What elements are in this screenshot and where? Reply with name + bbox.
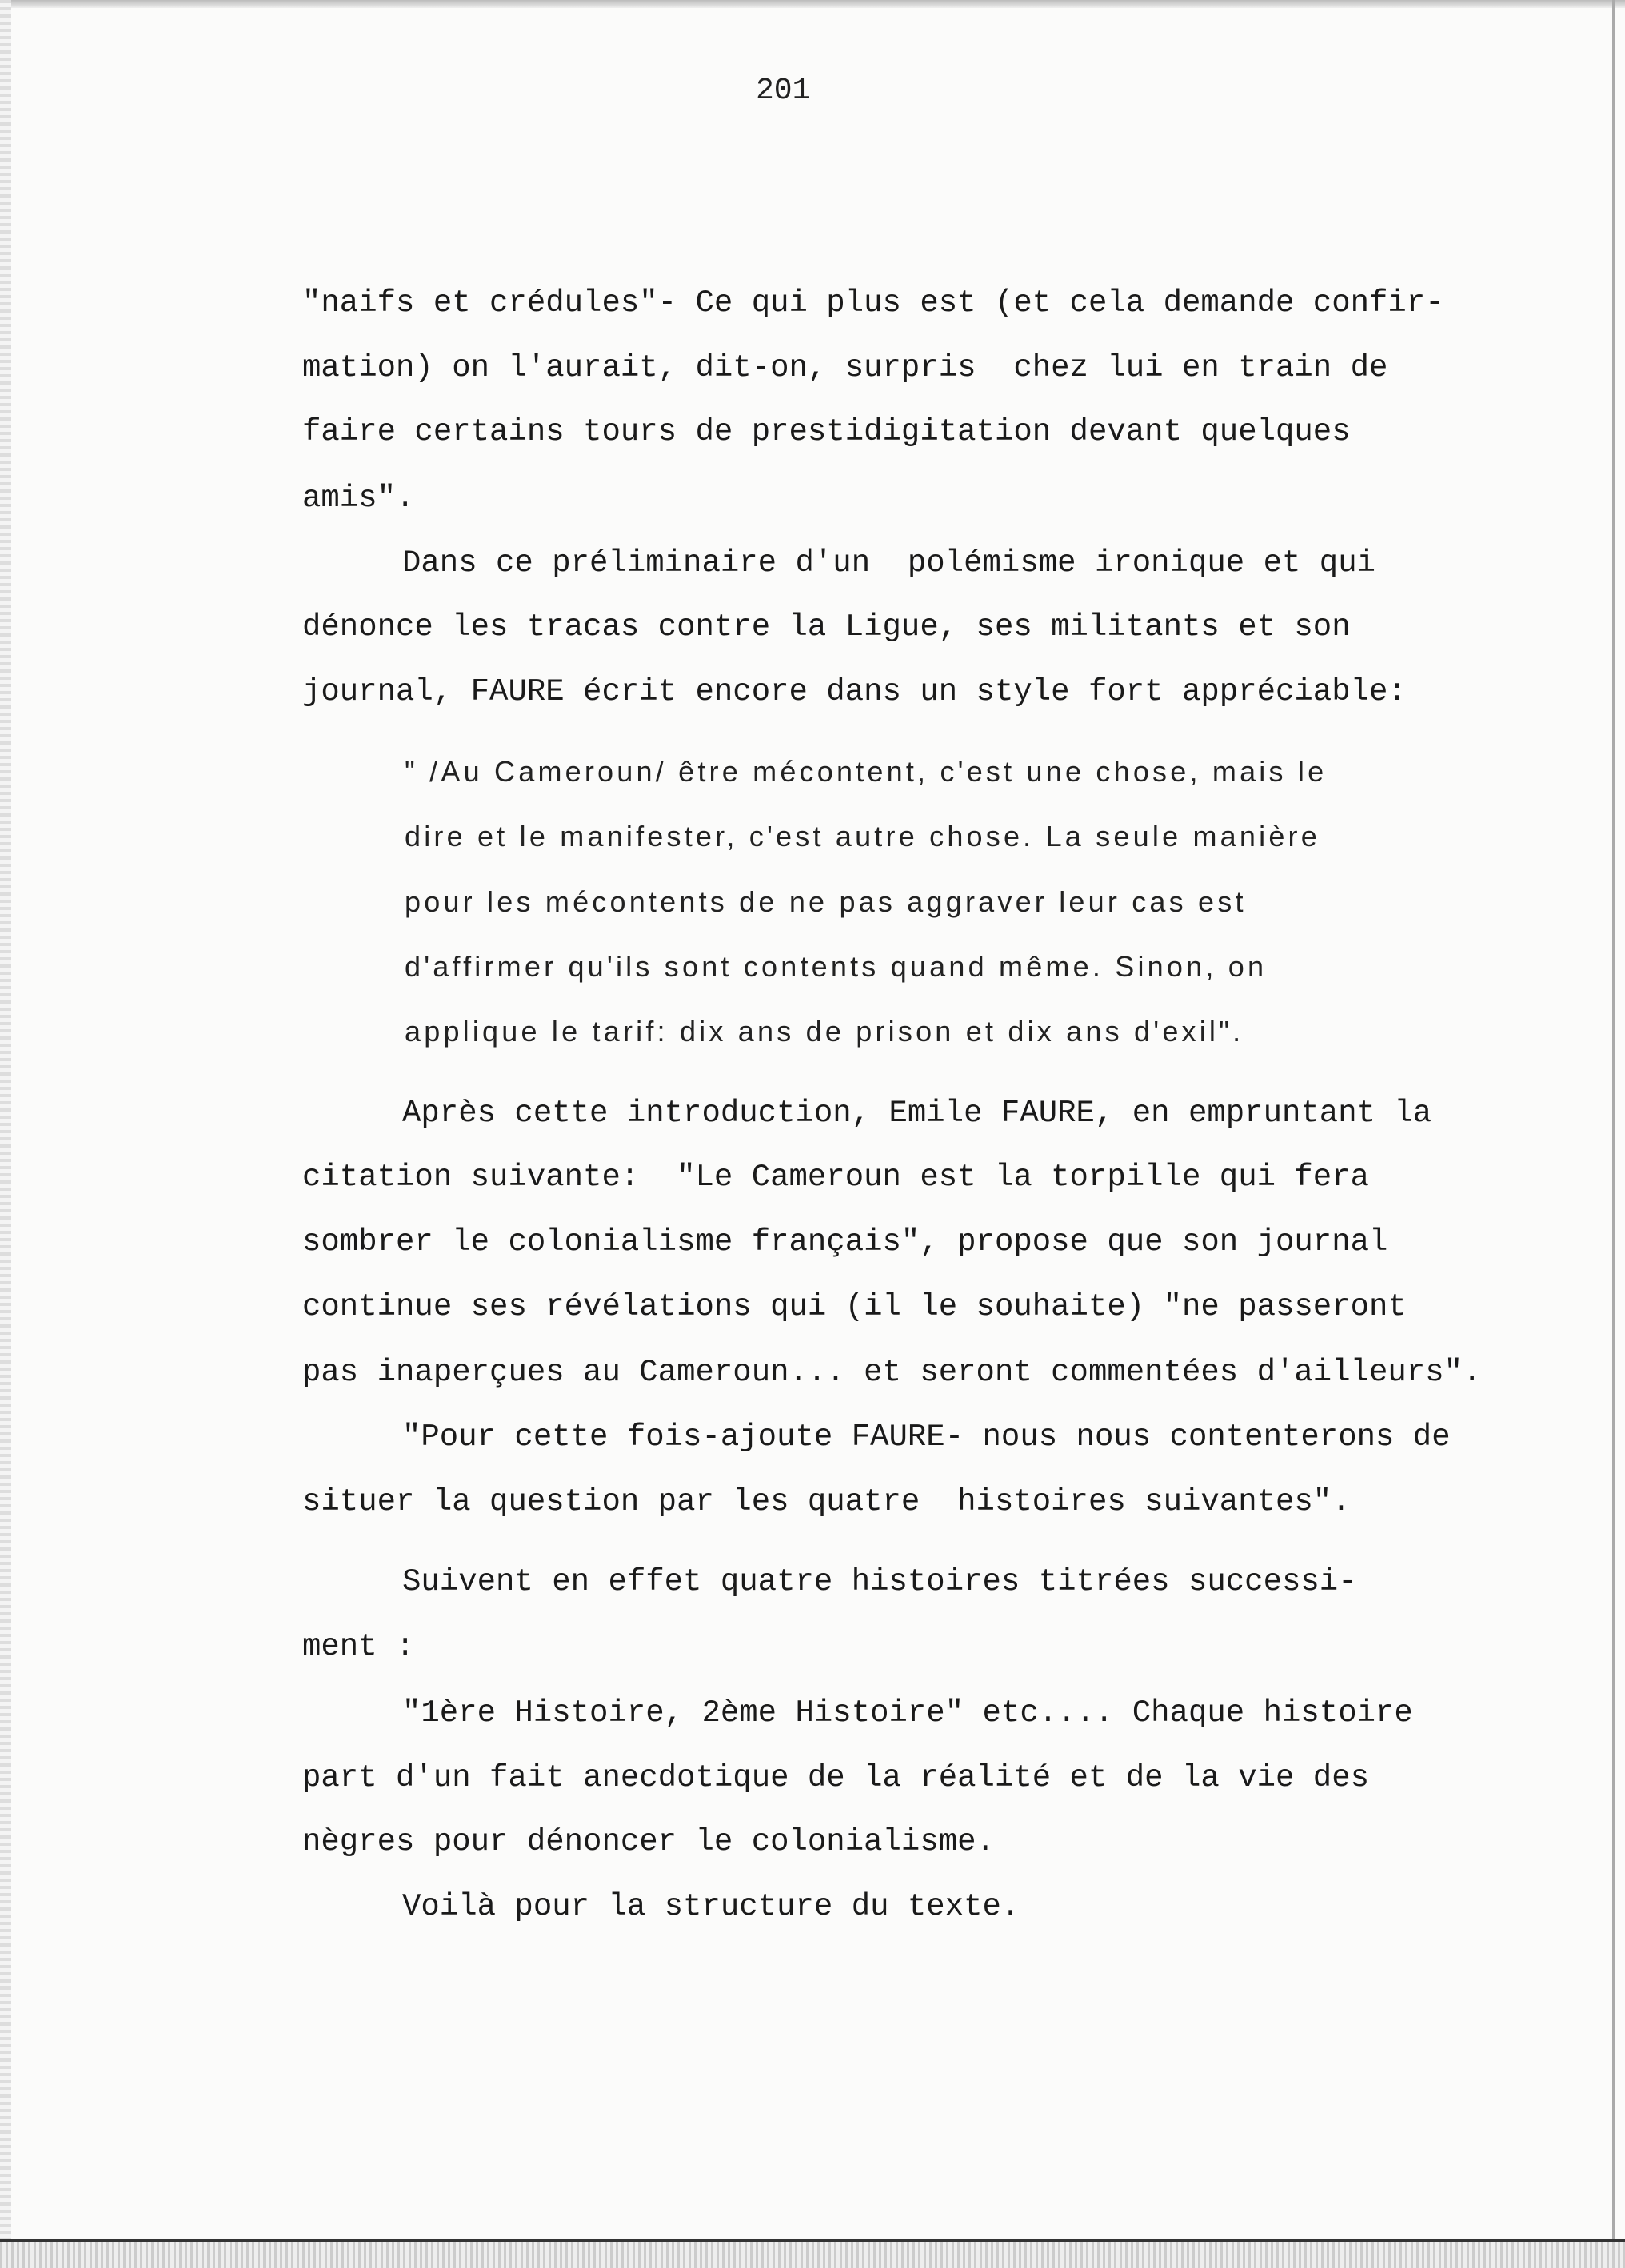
- quote-line: " /Au Cameroun/ être mécontent, c'est une chose, mais le: [405, 755, 1328, 788]
- text-line: pas inaperçues au Cameroun... et seront commentées d'ailleurs".: [302, 1355, 1482, 1390]
- scan-bottom-edge: [0, 2239, 1625, 2268]
- text-line: Après cette introduction, Emile FAURE, en empruntant la: [402, 1096, 1432, 1131]
- text-line: mation) on l'aurait, dit-on, surpris chez lui en train de: [302, 350, 1388, 385]
- text-line: journal, FAURE écrit encore dans un style fort appréciable:: [302, 674, 1407, 709]
- text-line: dénonce les tracas contre la Ligue, ses militants et son: [302, 609, 1351, 645]
- text-line: nègres pour dénoncer le colonialisme.: [302, 1824, 995, 1859]
- scan-top-edge: [0, 0, 1625, 8]
- quote-line: applique le tarif: dix ans de prison et dix ans d'exil".: [405, 1015, 1244, 1048]
- text-line: Dans ce préliminaire d'un polémisme ironique et qui: [402, 545, 1375, 581]
- text-line: amis".: [302, 481, 415, 516]
- text-line: sombrer le colonialisme français", propose que son journal: [302, 1224, 1388, 1260]
- text-line: part d'un fait anecdotique de la réalité et de la vie des: [302, 1760, 1370, 1795]
- page-number: 201: [756, 74, 811, 108]
- text-line: Voilà pour la structure du texte.: [402, 1889, 1020, 1924]
- text-line: situer la question par les quatre histoires suivantes".: [302, 1484, 1351, 1519]
- quote-line: dire et le manifester, c'est autre chose. La seule manière: [405, 820, 1320, 852]
- text-line: Suivent en effet quatre histoires titrées successi-: [402, 1564, 1357, 1599]
- text-line: citation suivante: "Le Cameroun est la torpille qui fera: [302, 1160, 1370, 1195]
- scan-left-edge: [0, 0, 11, 2265]
- text-line: "1ère Histoire, 2ème Histoire" etc.... Chaque histoire: [402, 1695, 1413, 1731]
- scan-right-edge: [1612, 0, 1615, 2239]
- text-line: faire certains tours de prestidigitation devant quelques: [302, 414, 1351, 449]
- text-line: "naifs et crédules"- Ce qui plus est (et cela demande confir-: [302, 285, 1444, 321]
- text-line: continue ses révélations qui (il le souhaite) "ne passeront: [302, 1289, 1407, 1324]
- text-line: ment :: [302, 1629, 415, 1664]
- quote-line: d'affirmer qu'ils sont contents quand même. Sinon, on: [405, 950, 1268, 983]
- quote-line: pour les mécontents de ne pas aggraver leur cas est: [405, 885, 1247, 918]
- text-line: "Pour cette fois-ajoute FAURE- nous nous contenterons de: [402, 1419, 1451, 1455]
